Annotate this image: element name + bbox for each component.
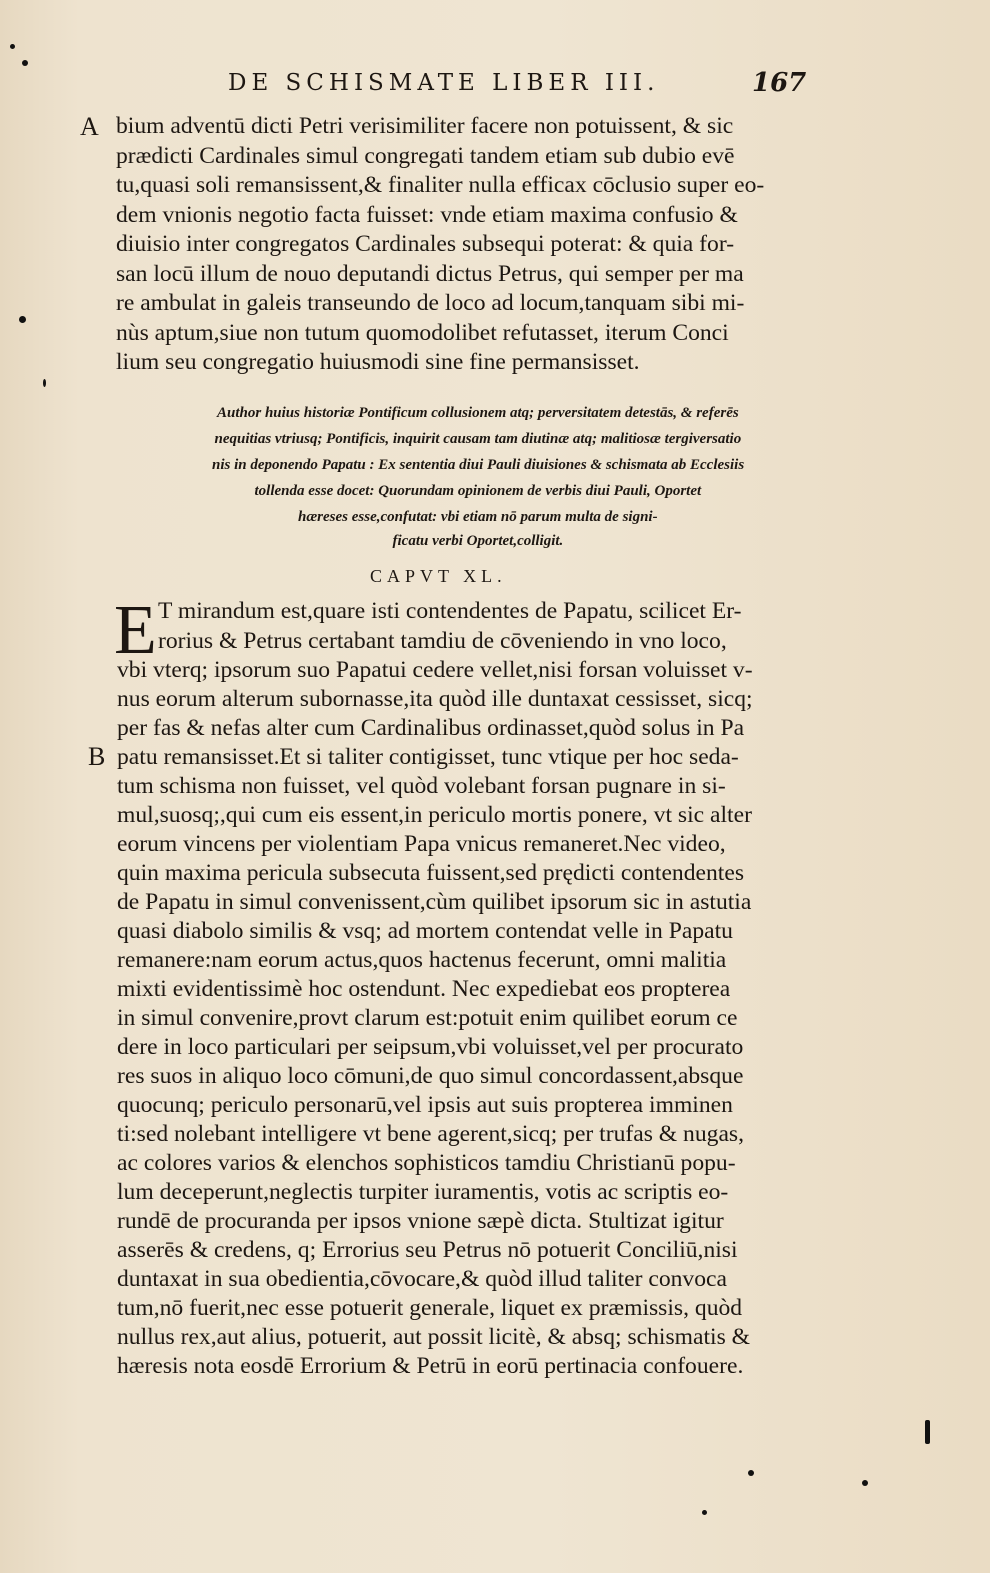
paragraph-1-line: re ambulat in galeis transeundo de loco ad locum,tanquam sibi mi- (116, 290, 745, 316)
ink-speck (862, 1480, 868, 1486)
paragraph-2-line: in simul convenire,provt clarum est:potuit enim quilibet eorum ce (117, 1005, 738, 1031)
ink-speck (748, 1470, 754, 1476)
paragraph-2-line: T mirandum est,quare isti contendentes de Papatu, scilicet Er- (158, 598, 742, 624)
margin-marker-a: A (80, 112, 99, 141)
summary-line: tollenda esse docet: Quorundam opinionem de verbis diui Pauli, Oportet (254, 483, 702, 499)
paragraph-1-line: san locū illum de nouo deputandi dictus Petrus, qui semper per ma (116, 261, 744, 287)
paragraph-2-line: rorius & Petrus certabant tamdiu de cōveniendo in vno loco, (158, 628, 727, 654)
paragraph-2-line: hæresis nota eosdē Errorium & Petrū in eorū pertinacia confouere. (117, 1353, 744, 1379)
ink-speck (702, 1510, 707, 1515)
paragraph-2-line: remanere:nam eorum actus,quos hactenus fecerunt, omni malitia (117, 947, 727, 973)
paragraph-1-line: tu,quasi soli remansissent,& finaliter nulla efficax cōclusio super eo- (116, 172, 765, 198)
ink-speck (22, 60, 28, 66)
running-header: DE SCHISMATE LIBER III. (228, 70, 660, 96)
summary-line: nequitias vtriusq; Pontificis, inquirit causam tam diutinæ atq; malitiosæ tergiversatio (214, 431, 742, 447)
paragraph-1-line: prædicti Cardinales simul congregati tandem etiam sub dubio evē (116, 143, 735, 169)
ink-speck (10, 44, 15, 49)
paragraph-2-line: patu remansisset.Et si taliter contigisset, tunc vtique per hoc seda- (117, 744, 739, 770)
paragraph-2-line: nus eorum alterum subornasse,ita quòd ille duntaxat cessisset, sicq; (117, 686, 753, 712)
paragraph-2-line: per fas & nefas alter cum Cardinalibus ordinasset,quòd solus in Pa (117, 715, 745, 741)
paragraph-1-line: diuisio inter congregatos Cardinales subsequi poterat: & quia for- (116, 231, 735, 257)
chapter-heading: CAPVT XL. (370, 566, 507, 586)
paragraph-2-line: dere in loco particulari per seipsum,vbi voluisset,vel per procurato (117, 1034, 744, 1060)
paragraph-2-line: ti:sed nolebant intelligere vt bene agerent,sicq; per trufas & nugas, (117, 1121, 744, 1147)
paragraph-1-line: nùs aptum,siue non tutum quomodolibet refutasset, iterum Conci (116, 320, 729, 346)
paragraph-2-line: rundē de procuranda per ipsos vnione sæpè dicta. Stultizat igitur (117, 1208, 724, 1234)
summary-line: ficatu verbi Oportet,colligit. (392, 533, 564, 549)
paragraph-2-line: tum,nō fuerit,nec esse potuerit generale, liquet ex præmissis, quòd (117, 1295, 743, 1321)
paragraph-2-line: ac colores varios & elenchos sophisticos tamdiu Christianū popu- (117, 1150, 736, 1176)
paragraph-2-line: de Papatu in simul convenissent,cùm quilibet ipsorum sic in astutia (117, 889, 752, 915)
paragraph-2-line: quocunq; periculo personarū,vel ipsis aut suis propterea imminen (117, 1092, 733, 1118)
paragraph-2-line: mixti evidentissimè hoc ostendunt. Nec expediebat eos propterea (117, 976, 731, 1002)
paragraph-2-line: vbi vterq; ipsorum suo Papatui cedere vellet,nisi forsan voluisset v- (117, 657, 753, 683)
ink-speck (925, 1420, 930, 1444)
paragraph-2-line: res suos in aliquo loco cōmuni,de quo simul concordassent,absque (117, 1063, 744, 1089)
page-number: 167 (752, 68, 807, 98)
paragraph-2-line: mul,suosq;,qui cum eis essent,in periculo mortis ponere, vt sic alter (117, 802, 752, 828)
paragraph-2-line: nullus rex,aut alius, potuerit, aut possit licitè, & absq; schismatis & (117, 1324, 751, 1350)
paragraph-2-line: lum deceperunt,neglectis turpiter iuramentis, votis ac scriptis eo- (117, 1179, 729, 1205)
drop-cap: E (114, 592, 157, 669)
paragraph-2-line: asserēs & credens, q; Errorius seu Petrus nō potuerit Conciliū,nisi (117, 1237, 738, 1263)
summary-line: nis in deponendo Papatu : Ex sententia diui Pauli diuisiones & schismata ab Ecclesiis (212, 457, 745, 473)
ink-speck (19, 316, 26, 323)
margin-marker-b: B (88, 742, 106, 771)
paragraph-1-line: bium adventū dicti Petri verisimiliter facere non potuissent, & sic (116, 113, 734, 139)
paragraph-2-line: duntaxat in sua obedientia,cōvocare,& quòd illud taliter convoca (117, 1266, 727, 1292)
paragraph-2-line: eorum vincens per violentiam Papa vnicus remaneret.Nec video, (117, 831, 726, 857)
paragraph-2-line: tum schisma non fuisset, vel quòd volebant forsan pugnare in si- (117, 773, 726, 799)
paragraph-2-line: quasi diabolo similis & vsq; ad mortem contendat velle in Papatu (117, 918, 733, 944)
paragraph-1-line: lium seu congregatio huiusmodi sine fine permansisset. (116, 349, 640, 375)
paragraph-1-line: dem vnionis negotio facta fuisset: vnde etiam maxima confusio & (116, 202, 738, 228)
ink-speck (43, 379, 46, 387)
paragraph-2-line: quin maxima pericula subsecuta fuissent,sed prędicti contendentes (117, 860, 745, 886)
scan-edge (990, 0, 1000, 1573)
summary-line: hæreses esse,confutat: vbi etiam nō parum multa de signi- (298, 509, 658, 525)
summary-line: Author huius historiæ Pontificum collusionem atq; perversitatem detestās, & referēs (217, 405, 739, 421)
